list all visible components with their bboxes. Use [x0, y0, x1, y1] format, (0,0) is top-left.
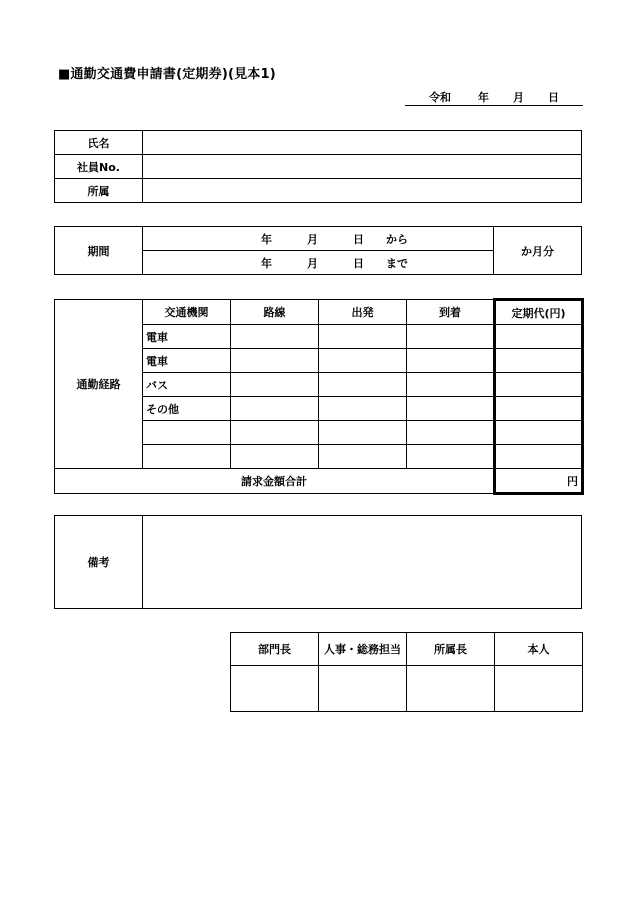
employee-no-field[interactable]	[143, 155, 582, 179]
name-field[interactable]	[143, 131, 582, 155]
transport-cell[interactable]: 電車	[143, 325, 231, 349]
departure-cell[interactable]	[319, 445, 407, 469]
to-month: 月	[307, 256, 318, 270]
period-table	[54, 226, 582, 275]
approval-header: 所属長	[407, 633, 495, 666]
arrival-cell[interactable]	[407, 349, 495, 373]
commute-route-table	[54, 298, 584, 495]
department-field[interactable]	[143, 179, 582, 203]
personal-info-table	[54, 130, 582, 203]
arrival-cell[interactable]	[407, 373, 495, 397]
months-label: か月分	[494, 227, 582, 275]
date-day: 日	[548, 91, 559, 104]
to-day: 日	[353, 256, 364, 270]
pass-fare-cell[interactable]	[495, 445, 583, 469]
date-month: 月	[513, 91, 524, 104]
from-suffix: から	[386, 232, 408, 246]
date-era: 令和	[429, 91, 451, 104]
departure-cell[interactable]	[319, 397, 407, 421]
approval-stamp-box[interactable]	[495, 666, 583, 712]
departure-cell[interactable]	[319, 373, 407, 397]
period-from-field[interactable]	[143, 227, 494, 251]
arrival-cell[interactable]	[407, 397, 495, 421]
to-year: 年	[261, 256, 272, 270]
from-month: 月	[307, 232, 318, 246]
total-amount-field[interactable]	[495, 469, 583, 494]
name-label: 氏名	[55, 131, 143, 155]
from-day: 日	[353, 232, 364, 246]
approval-stamp-box[interactable]	[231, 666, 319, 712]
line-cell[interactable]	[231, 445, 319, 469]
transport-cell[interactable]: その他	[143, 397, 231, 421]
approval-header: 部門長	[231, 633, 319, 666]
approval-stamp-box[interactable]	[407, 666, 495, 712]
from-year: 年	[261, 232, 272, 246]
to-suffix: まで	[386, 256, 408, 270]
pass-fare-cell[interactable]	[495, 397, 583, 421]
pass-fare-cell[interactable]	[495, 325, 583, 349]
transport-cell[interactable]	[143, 445, 231, 469]
line-cell[interactable]	[231, 397, 319, 421]
arrival-cell[interactable]	[407, 421, 495, 445]
pass-fare-cell[interactable]	[495, 373, 583, 397]
document-title: ■通勤交通費申請書(定期券)(見本1)	[58, 67, 276, 82]
transport-cell[interactable]: 電車	[143, 349, 231, 373]
date-year: 年	[478, 91, 489, 104]
departure-cell[interactable]	[319, 349, 407, 373]
transport-cell[interactable]: バス	[143, 373, 231, 397]
departure-cell[interactable]	[319, 325, 407, 349]
pass-fare-cell[interactable]	[495, 421, 583, 445]
approval-table	[230, 632, 583, 712]
approval-stamp-box[interactable]	[319, 666, 407, 712]
route-label: 通勤経路	[55, 300, 143, 469]
line-cell[interactable]	[231, 325, 319, 349]
notes-field[interactable]	[143, 516, 582, 609]
department-label: 所属	[55, 179, 143, 203]
total-label: 請求金額合計	[55, 469, 495, 494]
arrival-cell[interactable]	[407, 445, 495, 469]
employee-no-label: 社員No.	[55, 155, 143, 179]
route-header: 定期代(円)	[495, 300, 583, 325]
transport-cell[interactable]	[143, 421, 231, 445]
period-to-field[interactable]	[143, 251, 494, 275]
route-header: 交通機関	[143, 300, 231, 325]
approval-header: 人事・総務担当	[319, 633, 407, 666]
arrival-cell[interactable]	[407, 325, 495, 349]
departure-cell[interactable]	[319, 421, 407, 445]
line-cell[interactable]	[231, 373, 319, 397]
period-label: 期間	[55, 227, 143, 275]
date-line	[405, 87, 583, 106]
route-header: 路線	[231, 300, 319, 325]
pass-fare-cell[interactable]	[495, 349, 583, 373]
notes-label: 備考	[55, 516, 143, 609]
approval-header: 本人	[495, 633, 583, 666]
line-cell[interactable]	[231, 421, 319, 445]
route-header: 出発	[319, 300, 407, 325]
line-cell[interactable]	[231, 349, 319, 373]
route-header: 到着	[407, 300, 495, 325]
total-unit: 円	[567, 474, 578, 488]
notes-table	[54, 515, 582, 609]
